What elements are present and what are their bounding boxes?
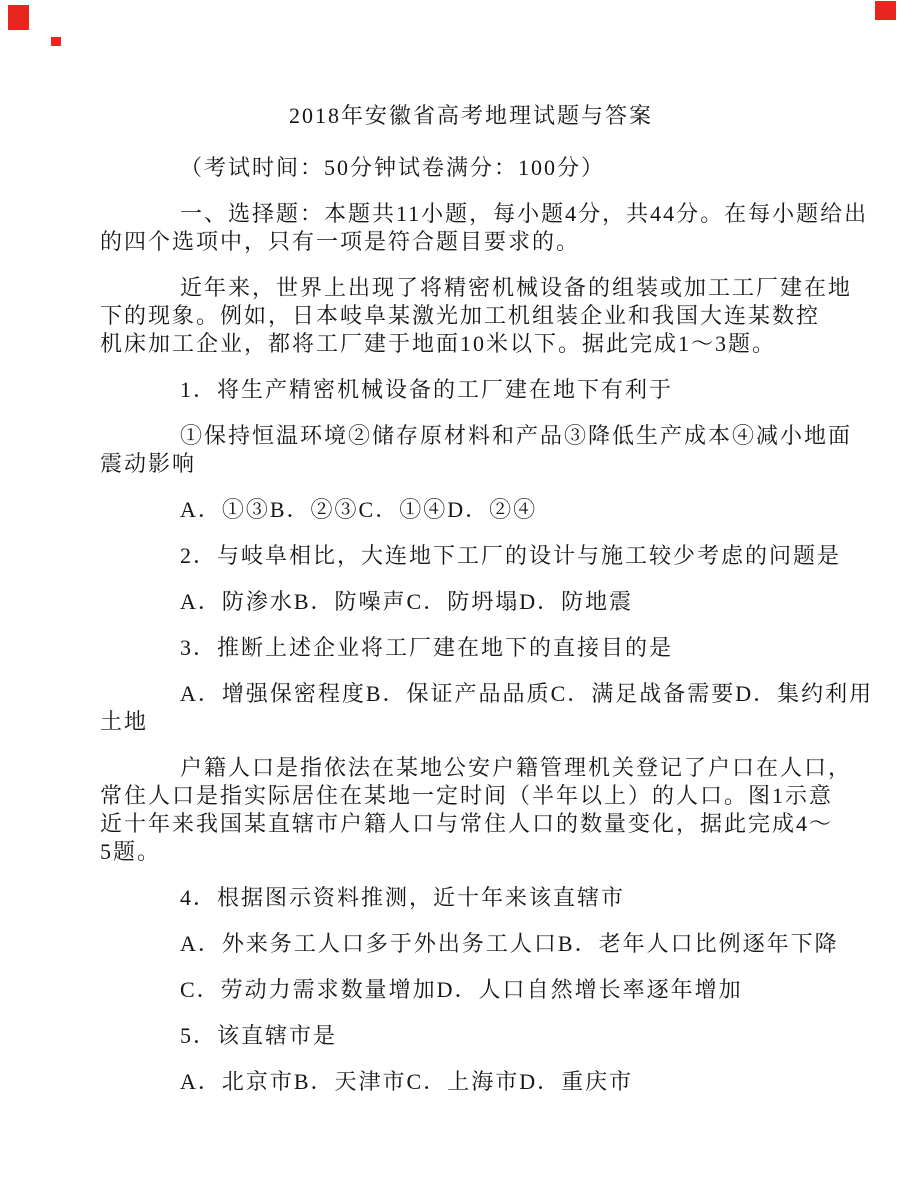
text-line: 的四个选项中，只有一项是符合题目要求的。 — [100, 229, 581, 254]
text-line: 下的现象。例如，日本岐阜某激光加工机组装企业和我国大连某数控 — [100, 303, 821, 328]
paragraph — [100, 1068, 842, 1096]
text-line: C．劳动力需求数量增加D．人口自然增长率逐年增加 — [180, 977, 743, 1002]
text-line: 常住人口是指实际居住在某地一定时间（半年以上）的人口。图1示意 — [100, 783, 834, 808]
paragraph — [100, 376, 842, 404]
text-line: 土地 — [100, 709, 149, 734]
text-line: 近十年来我国某直辖市户籍人口与常住人口的数量变化，据此完成4～ — [100, 811, 834, 836]
text-line: 近年来，世界上出现了将精密机械设备的组装或加工工厂建在地 — [180, 275, 853, 300]
paragraph — [100, 634, 842, 662]
paragraph — [100, 422, 853, 478]
paragraph — [100, 754, 853, 866]
text-line: 1．将生产精密机械设备的工厂建在地下有利于 — [180, 377, 674, 402]
text-line: ①保持恒温环境②储存原材料和产品③降低生产成本④减小地面 — [180, 423, 853, 448]
text-line: A．外来务工人口多于外出务工人口B．老年人口比例逐年下降 — [180, 931, 839, 956]
paragraph — [100, 680, 874, 736]
text-line: 机床加工企业，都将工厂建于地面10米以下。据此完成1～3题。 — [100, 331, 777, 356]
paragraph — [100, 154, 842, 182]
text-line: 震动影响 — [100, 451, 197, 476]
text-line: 5．该直辖市是 — [180, 1023, 338, 1048]
paragraph — [100, 542, 842, 570]
paragraph — [100, 200, 869, 256]
text-line: A．防渗水B．防噪声C．防坍塌D．防地震 — [180, 589, 634, 614]
paragraph — [100, 274, 853, 358]
text-line: A．北京市B．天津市C．上海市D．重庆市 — [180, 1069, 634, 1094]
text-line: 户籍人口是指依法在某地公安户籍管理机关登记了户口在人口， — [180, 755, 853, 780]
text-line: 5题。 — [100, 839, 162, 864]
paragraph — [100, 976, 842, 1004]
text-line: 3．推断上述企业将工厂建在地下的直接目的是 — [180, 635, 674, 660]
text-line: A．增强保密程度B．保证产品品质C．满足战备需要D．集约利用 — [180, 681, 874, 706]
red-artifact-top-left — [8, 5, 29, 30]
red-artifact-top-left-small — [51, 37, 61, 46]
paragraph — [100, 588, 842, 616]
text-line: 一、选择题：本题共11小题，每小题4分，共44分。在每小题给出 — [180, 201, 869, 226]
text-line: （考试时间：50分钟试卷满分：100分） — [180, 155, 606, 180]
red-artifact-top-right — [875, 1, 896, 20]
text-line: A．①③B．②③C．①④D．②④ — [180, 497, 538, 522]
document-title: 2018年安徽省高考地理试题与答案 — [288, 103, 653, 128]
text-line: 2．与岐阜相比，大连地下工厂的设计与施工较少考虑的问题是 — [180, 543, 842, 568]
document-content — [100, 102, 874, 1114]
document-body — [100, 154, 874, 1096]
text-line: 4．根据图示资料推测，近十年来该直辖市 — [180, 885, 626, 910]
paragraph — [100, 930, 842, 958]
paragraph — [100, 884, 842, 912]
paragraph — [100, 1022, 842, 1050]
paragraph — [100, 496, 842, 524]
